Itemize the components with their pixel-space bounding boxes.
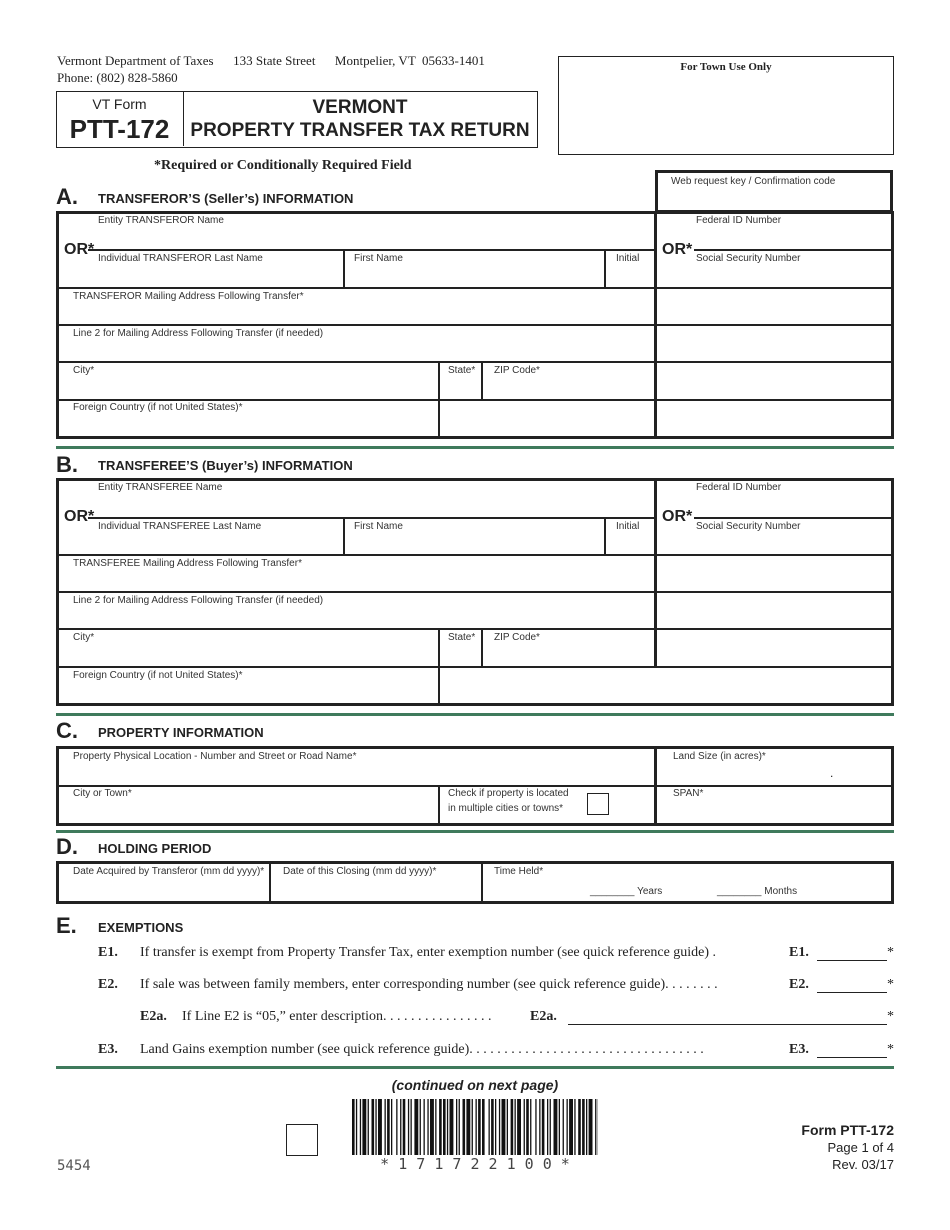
- seller-country-label: Foreign Country (if not United States)*: [73, 402, 243, 413]
- barcode-bar: [476, 1099, 477, 1155]
- property-city-field[interactable]: City or Town*: [73, 788, 132, 799]
- form-label: VT Form: [92, 96, 147, 112]
- e3-code: E3.: [789, 1042, 809, 1057]
- barcode-bar: [427, 1099, 428, 1155]
- e1-text: If transfer is exempt from Property Transfer Tax, enter exemption number (see quick reference guide) .: [140, 945, 717, 960]
- e1-number: E1.: [98, 945, 118, 960]
- section-d-letter: D.: [56, 834, 78, 859]
- barcode-bar: [362, 1099, 366, 1155]
- section-a-title: TRANSFEROR’S (Seller’s) INFORMATION: [98, 191, 354, 206]
- barcode-bar: [515, 1099, 516, 1155]
- buyer-line2-field[interactable]: Line 2 for Mailing Address Following Transfer (if needed): [73, 595, 324, 606]
- barcode-bar: [375, 1099, 376, 1155]
- corner-checkbox[interactable]: [286, 1124, 318, 1156]
- barcode-bar: [578, 1099, 581, 1155]
- e1-required: *: [887, 945, 894, 960]
- e2a-required: *: [887, 1009, 894, 1024]
- land-size-decimal: .: [830, 766, 834, 780]
- date-acquired-field[interactable]: Date Acquired by Transferor (mm dd yyyy)*: [73, 866, 265, 877]
- barcode-bar: [378, 1099, 382, 1155]
- buyer-state-field[interactable]: State*: [448, 632, 476, 643]
- barcode-bar: [403, 1099, 406, 1155]
- seller-or-label-right: OR*: [662, 241, 693, 258]
- barcode-bar: [586, 1099, 587, 1155]
- barcode-bar: [478, 1099, 481, 1155]
- barcode-bar: [387, 1099, 390, 1155]
- barcode-bar: [435, 1099, 436, 1155]
- buyer-initial-field[interactable]: Initial: [616, 521, 640, 532]
- agency-phone: Phone: (802) 828-5860: [57, 70, 178, 85]
- section-divider: [56, 830, 894, 833]
- town-use-label: For Town Use Only: [680, 61, 772, 73]
- buyer-first-name-field[interactable]: First Name: [354, 521, 403, 532]
- barcode-bar: [482, 1099, 485, 1155]
- barcode-bar: [547, 1099, 548, 1155]
- e2a-input[interactable]: [568, 1010, 887, 1025]
- barcode-bar: [582, 1099, 585, 1155]
- barcode-bar: [443, 1099, 446, 1155]
- seller-last-name-field[interactable]: Individual TRANSFEROR Last Name: [98, 253, 263, 264]
- e1-code: E1.: [789, 945, 809, 960]
- buyer-federal-id-field[interactable]: Federal ID Number: [696, 482, 782, 493]
- barcode-bar: [420, 1099, 421, 1155]
- seller-city-field[interactable]: City*: [73, 365, 95, 376]
- buyer-last-name-field[interactable]: Individual TRANSFEREE Last Name: [98, 521, 262, 532]
- years-field[interactable]: ________ Years: [590, 886, 663, 897]
- seller-state-field[interactable]: State*: [448, 365, 476, 376]
- barcode-bar: [567, 1099, 568, 1155]
- seller-federal-id-field[interactable]: Federal ID Number: [696, 215, 782, 226]
- seller-mailing-field[interactable]: TRANSFEROR Mailing Address Following Transfer*: [73, 291, 304, 302]
- barcode-bar: [563, 1099, 564, 1155]
- continued-note: (continued on next page): [391, 1077, 559, 1093]
- section-e-title: EXEMPTIONS: [98, 920, 184, 935]
- barcode-bar: [595, 1099, 596, 1155]
- barcode-bar: [396, 1099, 397, 1155]
- buyer-zip-field[interactable]: ZIP Code*: [494, 632, 540, 643]
- barcode-bar: [495, 1099, 496, 1155]
- barcode-bar: [400, 1099, 401, 1155]
- form-number: PTT-172: [69, 114, 170, 144]
- barcode-bar: [524, 1099, 525, 1155]
- section-divider: [56, 713, 894, 716]
- form-id-box: [57, 92, 184, 146]
- seller-or-label: OR*: [64, 241, 95, 258]
- barcode: [352, 1099, 598, 1155]
- barcode-text: * 1 7 1 7 2 2 1 0 0 *: [380, 1155, 570, 1173]
- barcode-bar: [542, 1099, 545, 1155]
- barcode-bar: [530, 1099, 531, 1155]
- barcode-bar: [489, 1099, 490, 1155]
- barcode-bar: [411, 1099, 412, 1155]
- property-location-field[interactable]: Property Physical Location - Number and Street or Road Name*: [73, 751, 357, 762]
- barcode-bar: [360, 1099, 361, 1155]
- barcode-bar: [463, 1099, 466, 1155]
- form-code: 5454: [57, 1158, 91, 1174]
- section-e-letter: E.: [56, 913, 77, 938]
- months-field[interactable]: ________ Months: [717, 886, 798, 897]
- barcode-bar: [368, 1099, 369, 1155]
- barcode-bar: [447, 1099, 448, 1155]
- section-c-title: PROPERTY INFORMATION: [98, 725, 264, 740]
- buyer-mailing-field[interactable]: TRANSFEREE Mailing Address Following Transfer*: [73, 558, 302, 569]
- e3-required: *: [887, 1042, 894, 1057]
- buyer-entity-name-field[interactable]: Entity TRANSFEREE Name: [98, 482, 223, 493]
- barcode-bar: [554, 1099, 558, 1155]
- e3-text: Land Gains exemption number (see quick reference guide). . . . . . . . . . . . . . . . . . . . . . . . . . . . . . . . . .: [140, 1042, 704, 1057]
- buyer-ssn-field[interactable]: Social Security Number: [696, 521, 801, 532]
- barcode-bar: [385, 1099, 386, 1155]
- barcode-bar: [439, 1099, 442, 1155]
- barcode-bar: [502, 1099, 506, 1155]
- barcode-bar: [491, 1099, 494, 1155]
- footer-page: Page 1 of 4: [827, 1140, 894, 1155]
- e3-input[interactable]: [817, 1043, 887, 1058]
- e2-code: E2.: [789, 977, 809, 992]
- multi-town-checkbox[interactable]: [587, 793, 609, 815]
- barcode-bar: [456, 1099, 457, 1155]
- web-key-label: Web request key / Confirmation code: [671, 176, 836, 187]
- buyer-country-label: Foreign Country (if not United States)*: [73, 670, 243, 681]
- time-held-label: Time Held*: [494, 866, 544, 877]
- section-divider: [56, 446, 894, 449]
- barcode-bar: [466, 1099, 470, 1155]
- barcode-bar: [472, 1099, 473, 1155]
- section-d-title: HOLDING PERIOD: [98, 841, 212, 856]
- seller-first-name-field[interactable]: First Name: [354, 253, 403, 264]
- footer-form-id: Form PTT-172: [801, 1122, 894, 1138]
- date-closing-field[interactable]: Date of this Closing (mm dd yyyy)*: [283, 866, 437, 877]
- multi-town-label-1: Check if property is located: [448, 788, 569, 799]
- seller-entity-name-field[interactable]: Entity TRANSFEROR Name: [98, 215, 224, 226]
- barcode-bar: [459, 1099, 460, 1155]
- barcode-bar: [559, 1099, 560, 1155]
- town-use-box: [558, 56, 894, 155]
- barcode-bar: [430, 1099, 434, 1155]
- form-title-line1: VERMONT: [312, 97, 408, 118]
- e3-number: E3.: [98, 1042, 118, 1057]
- form-title-line2: PROPERTY TRANSFER TAX RETURN: [190, 120, 530, 141]
- e2a-text: If Line E2 is “05,” enter description. . . . . . . . . . . . . . . .: [182, 1009, 492, 1024]
- land-size-field[interactable]: Land Size (in acres)*: [673, 751, 766, 762]
- barcode-bar: [511, 1099, 514, 1155]
- web-key-field[interactable]: [655, 170, 893, 213]
- buyer-or-label-right: OR*: [662, 508, 693, 525]
- barcode-bar: [517, 1099, 521, 1155]
- barcode-bar: [507, 1099, 508, 1155]
- barcode-bar: [372, 1099, 375, 1155]
- barcode-bar: [535, 1099, 536, 1155]
- barcode-bar: [574, 1099, 575, 1155]
- section-divider: [56, 1066, 894, 1069]
- required-note: *Required or Conditionally Required Field: [154, 158, 412, 173]
- footer-rev: Rev. 03/17: [832, 1157, 894, 1172]
- barcode-bar: [589, 1099, 593, 1155]
- barcode-bar: [356, 1099, 357, 1155]
- e2-number: E2.: [98, 977, 118, 992]
- e2-text: If sale was between family members, enter corresponding number (see quick reference guide). . . . . . . .: [140, 977, 718, 992]
- barcode-bar: [450, 1099, 454, 1155]
- barcode-bar: [499, 1099, 500, 1155]
- e2-input[interactable]: [817, 978, 887, 993]
- barcode-bar: [391, 1099, 392, 1155]
- barcode-bar: [550, 1099, 551, 1155]
- barcode-bar: [352, 1099, 355, 1155]
- e2-required: *: [887, 977, 894, 992]
- multi-town-label-2: in multiple cities or towns*: [448, 803, 564, 814]
- e2a-number: E2a.: [140, 1009, 167, 1024]
- section-b-letter: B.: [56, 452, 78, 477]
- barcode-bar: [526, 1099, 529, 1155]
- seller-line2-field[interactable]: Line 2 for Mailing Address Following Transfer (if needed): [73, 328, 324, 339]
- section-a-letter: A.: [56, 184, 78, 209]
- section-c-letter: C.: [56, 718, 78, 743]
- buyer-or-label: OR*: [64, 508, 95, 525]
- seller-zip-field[interactable]: ZIP Code*: [494, 365, 540, 376]
- agency-address: Vermont Department of Taxes 133 State Street Montpelier, VT 05633-1401: [57, 53, 485, 68]
- barcode-bar: [414, 1099, 418, 1155]
- form-title-box: [56, 91, 538, 148]
- seller-initial-field[interactable]: Initial: [616, 253, 640, 264]
- buyer-city-field[interactable]: City*: [73, 632, 95, 643]
- barcode-bar: [539, 1099, 540, 1155]
- e2a-code: E2a.: [530, 1009, 557, 1024]
- barcode-bar: [569, 1099, 573, 1155]
- section-b-title: TRANSFEREE’S (Buyer’s) INFORMATION: [98, 458, 353, 473]
- span-field[interactable]: SPAN*: [673, 788, 704, 799]
- seller-ssn-field[interactable]: Social Security Number: [696, 253, 801, 264]
- barcode-bar: [424, 1099, 425, 1155]
- e1-input[interactable]: [817, 946, 887, 961]
- barcode-bar: [408, 1099, 409, 1155]
